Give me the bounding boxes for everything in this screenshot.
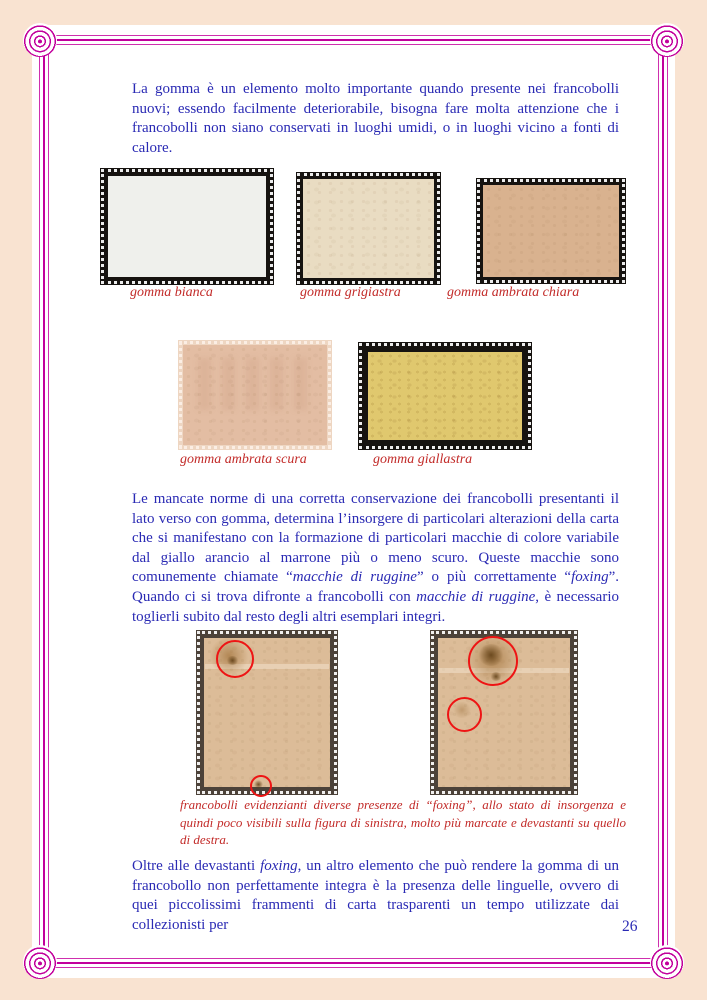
corner-flourish-icon [23, 945, 57, 979]
intro-paragraph: La gomma è un elemento molto importante quando presente nei francobolli nuovi; essendo facilmente deteriorabile, bisogna fare molta attenzione che i francobolli non siano conservati in luoghi umidi, o in luoghi vicino a fonti di calore. [132, 81, 619, 156]
caption-gomma-ambrata-chiara: gomma ambrata chiara [447, 285, 580, 300]
show-through-marks [198, 358, 312, 410]
stamp-gomma-bianca [100, 168, 274, 285]
corner-flourish-icon [650, 945, 684, 979]
caption-gomma-ambrata-scura: gomma ambrata scura [180, 452, 307, 467]
stamp-gum [108, 176, 266, 277]
stamp-gum [303, 179, 434, 278]
stamp-foxing-right [430, 630, 578, 795]
stamp-gomma-ambrata-scura [178, 340, 332, 450]
foxing-caption: francobolli evidenzianti diverse presenze di “foxing”, allo stato di insorgenza e quindi poco visibili sulla figura di sinistra, molto più marcate e devastanti su quello di destra. [180, 797, 626, 847]
stamp-gomma-giallastra [358, 342, 532, 450]
stamp-gum [483, 185, 619, 277]
caption-gomma-giallastra: gomma giallastra [373, 452, 473, 467]
foxing-highlight-circle [250, 775, 272, 797]
stamp-gum [368, 352, 522, 440]
stamp-gomma-grigiastra [296, 172, 441, 285]
stamp-foxing-left [196, 630, 338, 795]
corner-flourish-icon [650, 23, 684, 57]
page-number: 26 [622, 918, 638, 935]
foxing-highlight-circle [447, 697, 482, 732]
caption-gomma-grigiastra: gomma grigiastra [300, 285, 401, 300]
foxing-highlight-circle [216, 640, 254, 678]
body-paragraph: Le mancate norme di una corretta conservazione dei francobolli presentanti il lato verso con gomma, determina l’insorgere di particolari alterazioni della carta che si manifestano con la formazione di particolari macchie di colore variabile dal giallo arancio al marrone più o meno scuro. Queste macchie sono comunemente chiamate “macchie di ruggine” o più correttamente “foxing”. Quando ci si trova difronte a francobolli con macchie di ruggine, è necessario toglierli subito dal resto degli altri esemplari integri. [132, 491, 619, 625]
foxing-highlight-circle [468, 636, 518, 686]
closing-paragraph: Oltre alle devastanti foxing, un altro elemento che può rendere la gomma di un francobollo non perfettamente integra è la presenza delle linguelle, ovvero di quei piccolissimi frammenti di carta trasparenti un tempo utilizzate dai collezionisti per [132, 858, 619, 933]
corner-flourish-icon [23, 23, 57, 57]
caption-gomma-bianca: gomma bianca [130, 285, 213, 300]
stamp-gomma-ambrata-chiara [476, 178, 626, 284]
